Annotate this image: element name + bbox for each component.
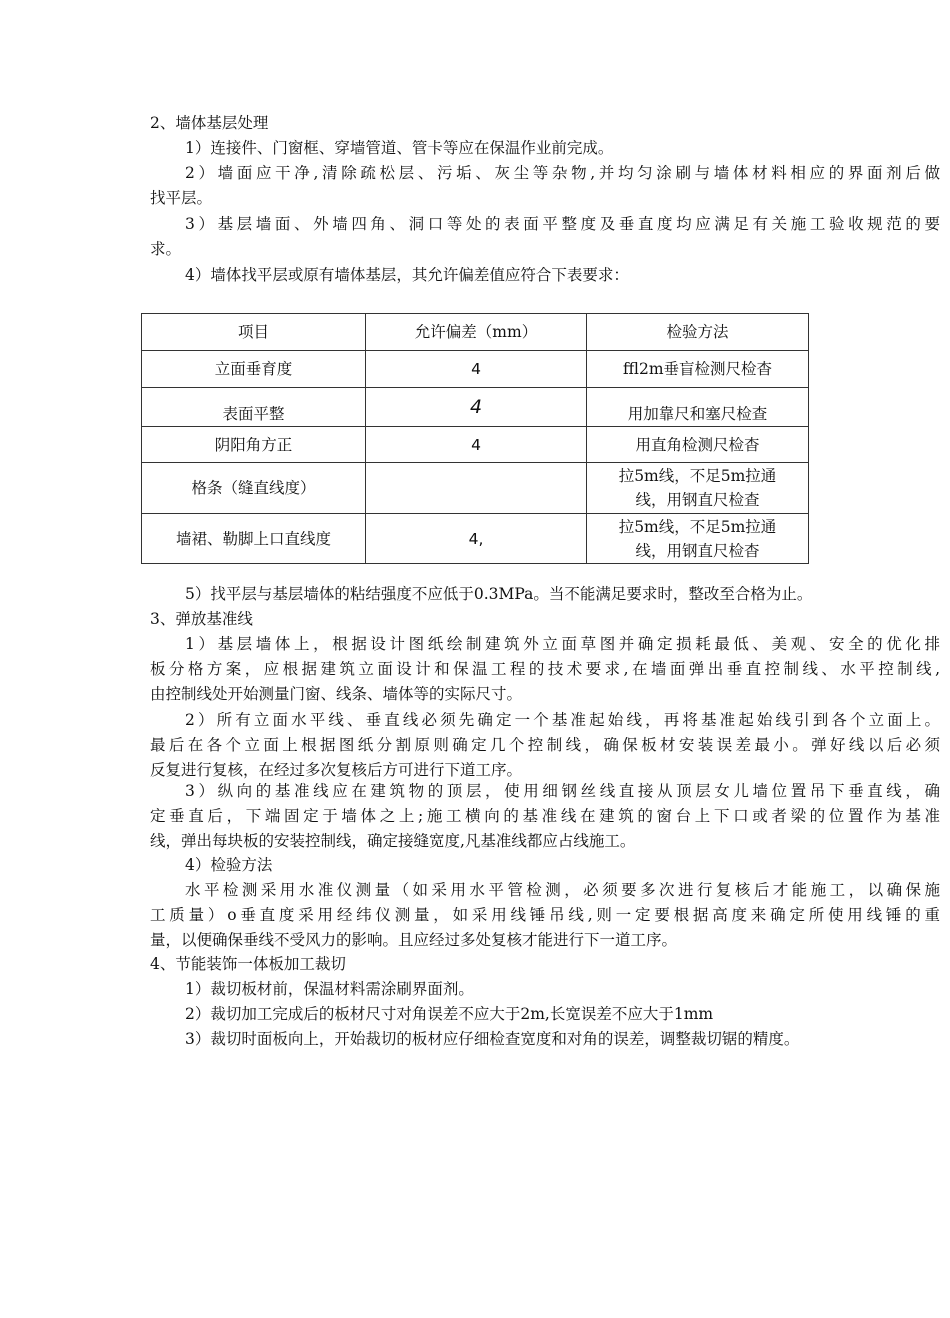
s2-paragraph-1: 1）连接件、门窗框、穿墙管道、管卡等应在保温作业前完成。 (185, 139, 614, 157)
s3-paragraph-2-line-2: 最后在各个立面上根据图纸分割原则确定几个控制线，确保板材安装误差最小。弹好线以后必须 (150, 736, 940, 754)
s3-paragraph-3-line-3: 线，弹出每块板的安装控制线，确定接缝宽度,凡基准线都应占线施工。 (150, 832, 636, 850)
s4-paragraph-3: 3）裁切时面板向上，开始裁切的板材应仔细检查宽度和对角的误差，调整裁切锯的精度。 (185, 1030, 800, 1048)
section-3-title: 3、弹放基准线 (150, 610, 253, 628)
row-tolerance: 4, (366, 514, 587, 564)
row-item: 表面平整 (142, 388, 366, 427)
row-item: 格条（缝直线度） (142, 463, 366, 514)
s3-paragraph-3-line-2: 定垂直后，下端固定于墙体之上;施工横向的基准线在建筑的窗台上下口或者梁的位置作为基准 (150, 807, 940, 825)
row-item: 墙裙、勒脚上口直线度 (142, 514, 366, 564)
method-text: ffl2m垂盲检测尺检杳 (622, 360, 773, 378)
s2-paragraph-2-line-1: 2）墙面应干净,清除疏松层、污垢、灰尘等杂物,并均匀涂刷与墙体材料相应的界面剂后做 (185, 164, 940, 182)
s3-paragraph-5-line-1: 水平检测采用水准仪测量（如采用水平管检测，必须要多次进行复核后才能施工，以确保施 (185, 881, 940, 899)
s2-paragraph-3-line-1: 3）基层墙面、外墙四角、洞口等处的表面平整度及垂直度均应满足有关施工验收规范的要 (185, 215, 940, 233)
row-item: 阴阳角方正 (142, 427, 366, 463)
table-row (142, 463, 809, 514)
s3-paragraph-3-line-1: 3）纵向的基准线应在建筑物的顶层，使用细钢丝线直接从顶层女儿墙位置吊下垂直线，确 (185, 782, 940, 800)
s2-paragraph-2-line-2: 找平层。 (150, 189, 213, 207)
method-line-2: 线，用钢直尺检查 (635, 491, 760, 509)
table-header-row (142, 314, 809, 351)
s2-paragraph-3-line-2: 求。 (150, 240, 182, 258)
row-tolerance: 4 (366, 388, 587, 427)
s3-paragraph-4: 4）检验方法 (185, 856, 273, 874)
row-method (587, 463, 809, 514)
s3-paragraph-2-line-3: 反复进行复核，在经过多次复核后方可进行下道工序。 (150, 761, 523, 779)
s2-paragraph-4: 4）墙体找平层或原有墙体基层，其允许偏差值应符合下表要求： (185, 266, 629, 284)
row-item: 立面垂育度 (142, 351, 366, 388)
method-text: 用加靠尺和塞尺检查 (627, 405, 768, 423)
row-method (587, 388, 809, 427)
table-row (142, 514, 809, 564)
s4-paragraph-2: 2）裁切加工完成后的板材尺寸对角误差不应大于2m,长宽误差不应大于1mm (185, 1005, 714, 1023)
s3-paragraph-5-line-3: 量，以便确保垂线不受风力的影响。且应经过多处复核才能进行下一道工序。 (150, 931, 678, 949)
row-tolerance: 4 (366, 351, 587, 388)
row-tolerance (366, 463, 587, 514)
tolerance-table (141, 313, 809, 564)
section-4-title: 4、节能装饰一体板加工裁切 (150, 955, 346, 973)
header-method: 检验方法 (587, 314, 809, 351)
method-line-1: 拉5m线，不足5m拉通 (618, 467, 777, 485)
header-item: 项目 (142, 314, 366, 351)
method-text: 用直角检测尺检杳 (635, 435, 760, 454)
header-tolerance: 允许偏差（mm） (366, 314, 587, 351)
s2-paragraph-5: 5）找平层与基层墙体的粘结强度不应低于0.3MPa。当不能满足要求时，整改至合格为止。 (185, 585, 813, 603)
row-method (587, 514, 809, 564)
method-line-2: 线，用钢直尺检杳 (635, 541, 760, 560)
table-row (142, 427, 809, 463)
row-tolerance: 4 (366, 427, 587, 463)
s3-paragraph-1-line-3: 由控制线处开始测量门窗、线条、墙体等的实际尺寸。 (150, 685, 523, 703)
s3-paragraph-1-line-1: 1）基层墙体上，根据设计图纸绘制建筑外立面草图并确定损耗最低、美观、安全的优化排 (185, 635, 940, 653)
row-method (587, 351, 809, 388)
s3-paragraph-2-line-1: 2）所有立面水平线、垂直线必须先确定一个基准起始线，再将基准起始线引到各个立面上。 (185, 711, 940, 729)
s3-paragraph-1-line-2: 板分格方案，应根据建筑立面设计和保温工程的技术要求,在墙面弹出垂直控制线、水平控制线, (150, 660, 940, 678)
table-row (142, 388, 809, 427)
row-method (587, 427, 809, 463)
section-2-title: 2、墙体基层处理 (150, 114, 269, 132)
s3-paragraph-5-line-2: 工质量）o垂直度采用经纬仪测量，如采用线锤吊线,则一定要根据高度来确定所使用线锤的重 (150, 906, 940, 924)
method-line-1: 拉5m线，不足5m拉通 (618, 517, 777, 536)
s4-paragraph-1: 1）裁切板材前，保温材料需涂刷界面剂。 (185, 980, 474, 998)
table-row (142, 351, 809, 388)
